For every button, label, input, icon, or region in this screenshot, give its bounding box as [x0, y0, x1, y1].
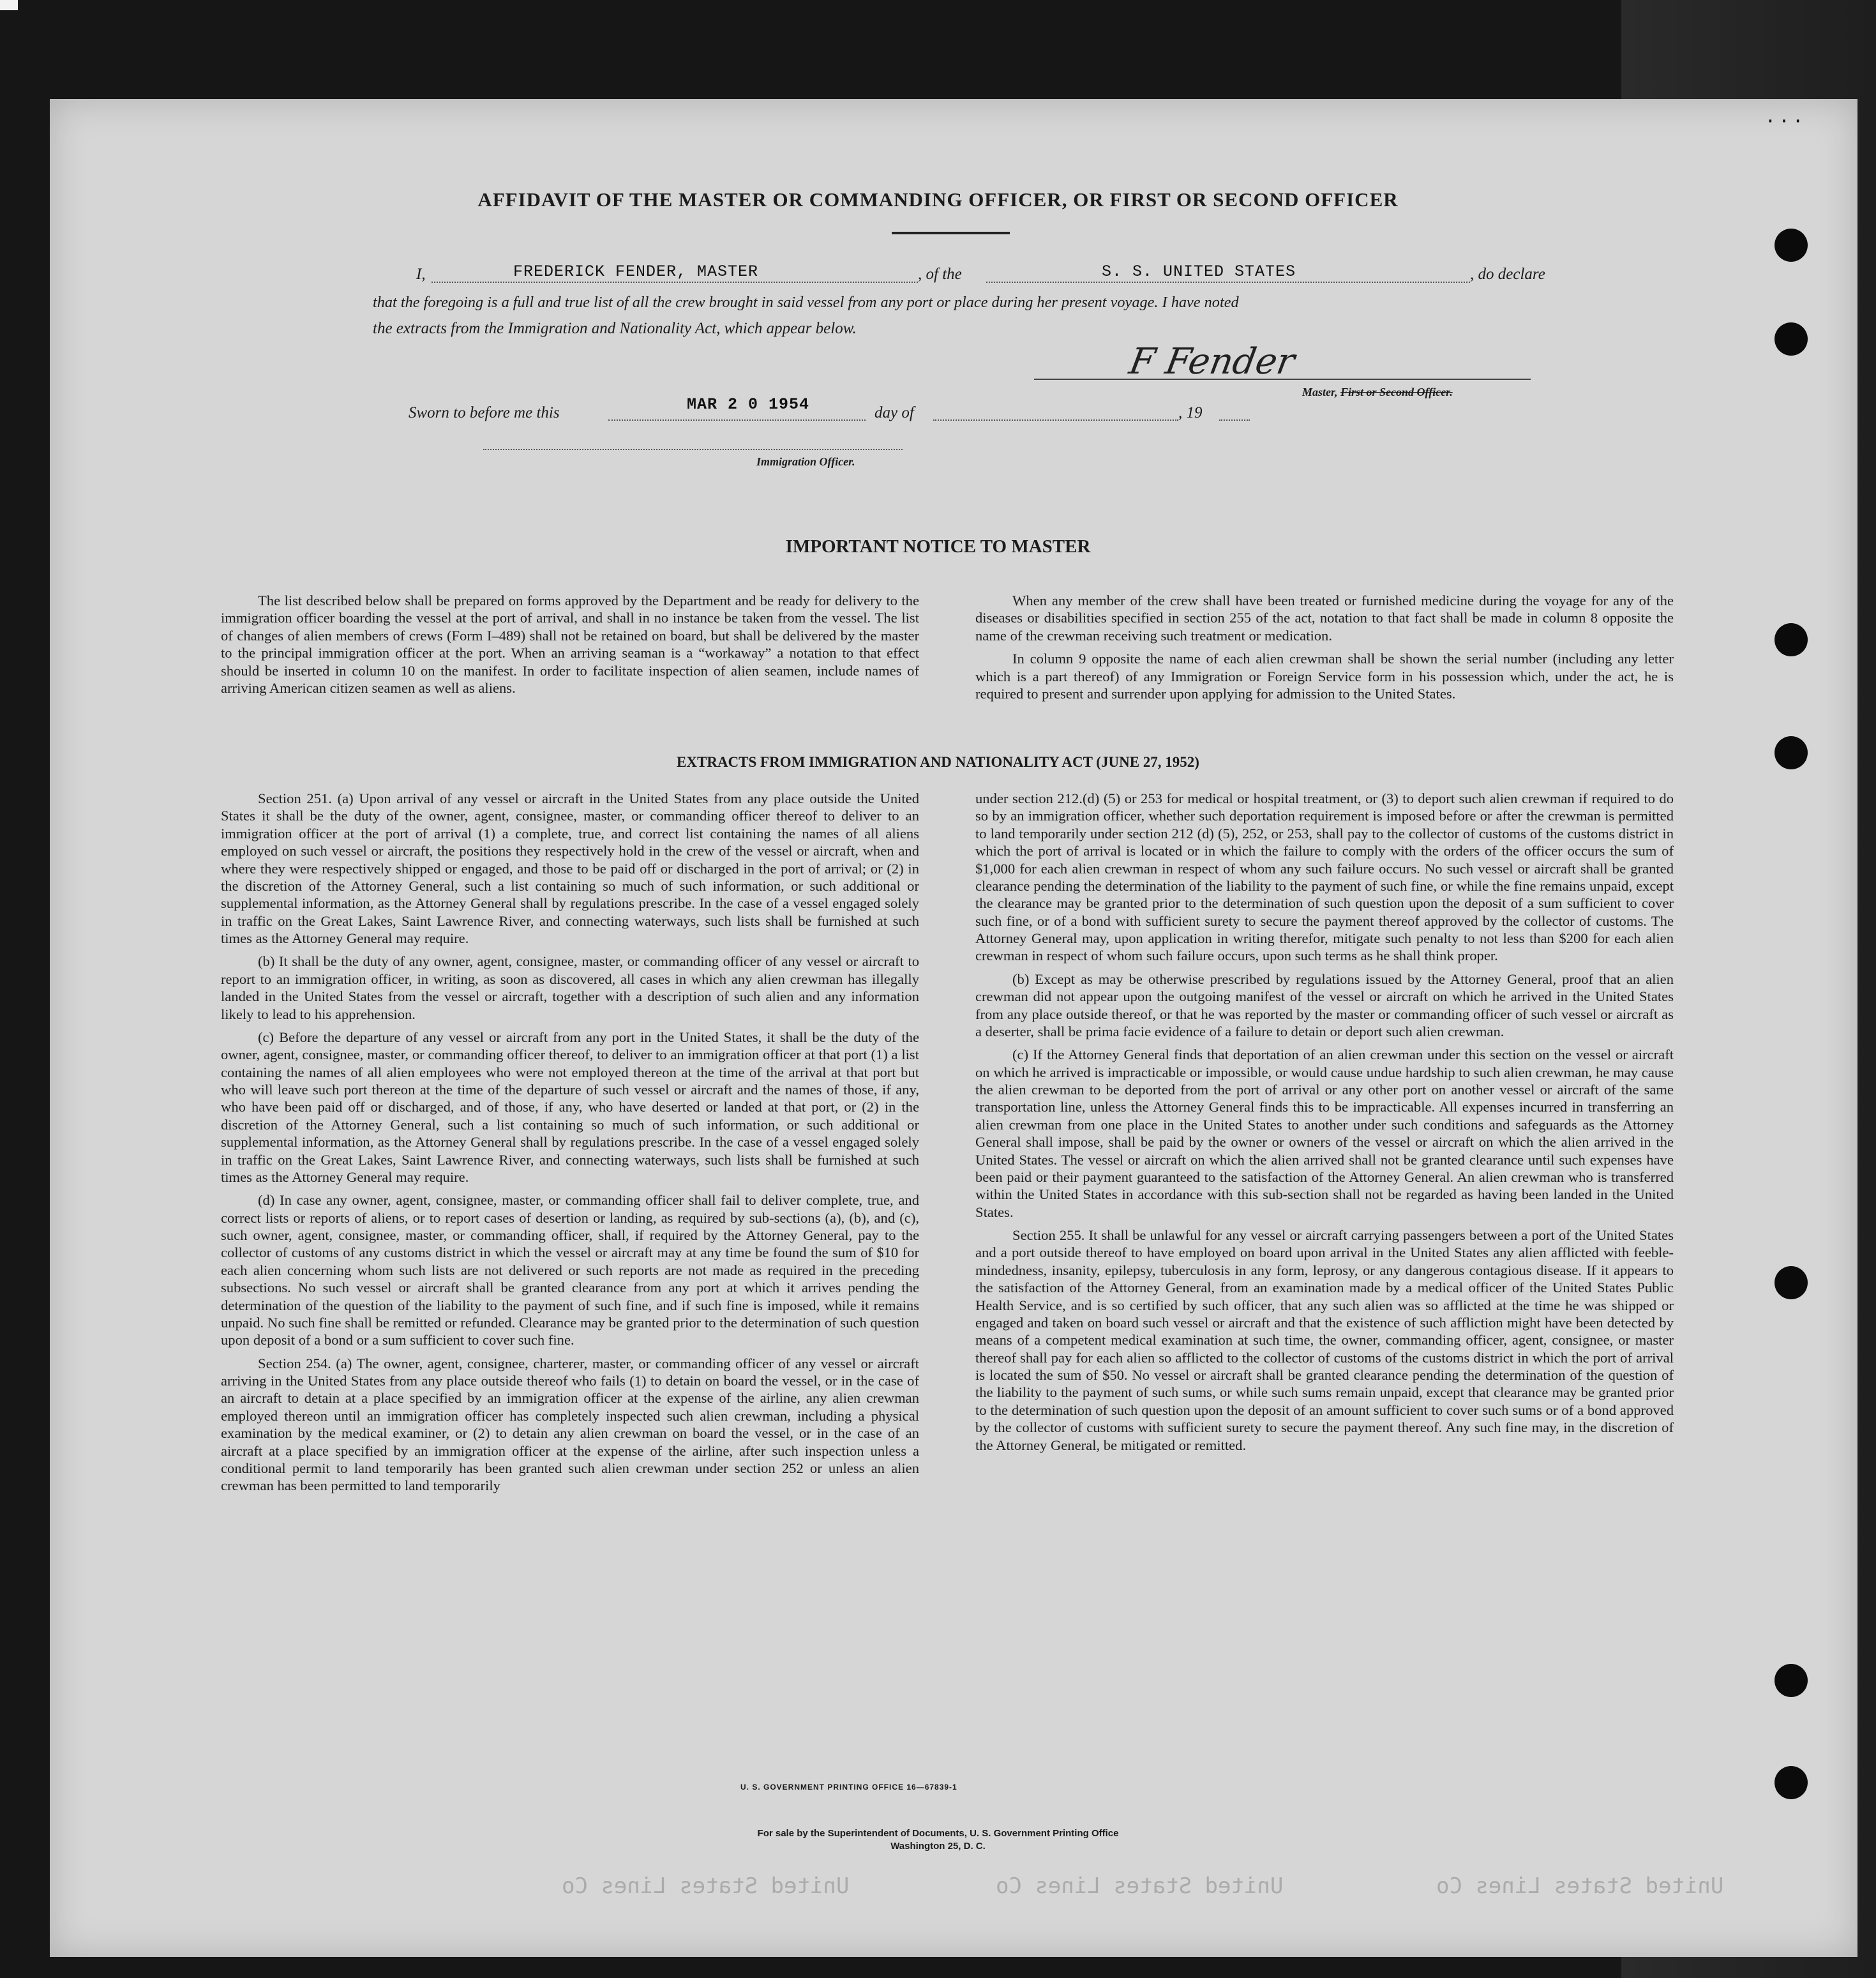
section-251b: (b) It shall be the duty of any owner, agent, consignee, master, or commanding officer of any vessel or aircraft to report to an immigration officer, in writing, as soon as discovered, all cases in which any alien crewman has illegally landed in the United States from the vessel or aircraft, together with a description of such alien and any information likely to lead to his apprehension. [221, 953, 919, 1022]
declaration-line-3: the extracts from the Immigration and Nationality Act, which appear below. [373, 320, 857, 337]
sale-line-1: For sale by the Superintendent of Documents, U. S. Government Printing Office [757, 1828, 1119, 1839]
decl-i-label: I, [416, 266, 426, 283]
day-of-label: day of [874, 404, 914, 421]
notice-heading: IMPORTANT NOTICE TO MASTER [785, 536, 1091, 557]
punch-hole [1775, 1766, 1808, 1799]
year-line [1219, 419, 1250, 421]
immigration-officer-line [483, 449, 903, 450]
extracts-heading: EXTRACTS FROM IMMIGRATION AND NATIONALITY ACT (JUNE 27, 1952) [677, 754, 1199, 770]
punch-hole [1775, 229, 1808, 262]
punch-hole [1775, 322, 1808, 356]
notice-left-paragraph: The list described below shall be prepared on forms approved by the Department and be ready for delivery to the immigration officer boarding the vessel at the port of arrival, and shall in no instance be taken from the vessel. The list of changes of alien members of crews (Form I–489) shall not be retained on board, but shall be delivered by the master to the principal immigration officer at the port. When an arriving seaman is a “workaway” a notation to that effect should be inserted in column 10 on the manifest. In order to facilitate inspection of alien seamen, include names of arriving American citizen seamen as well as aliens. [221, 593, 919, 696]
do-declare-label: , do declare [1470, 266, 1545, 283]
master-name-field[interactable]: FREDERICK FENDER, MASTER [513, 262, 759, 281]
corner-mark-top-right: · · · [1767, 109, 1802, 134]
affidavit-title: AFFIDAVIT OF THE MASTER OR COMMANDING OFFICER, OR FIRST OR SECOND OFFICER [477, 188, 1399, 211]
notice-left-column [221, 592, 919, 697]
bleed-through-text: United States Lines Co [1436, 1873, 1724, 1899]
corner-mark-top-left [0, 0, 18, 10]
year-prefix-label: , 19 [1178, 404, 1203, 421]
sale-line-2: Washington 25, D. C. [890, 1841, 986, 1852]
signature-caption-master: Master, [1302, 386, 1338, 398]
punch-hole [1775, 1664, 1808, 1697]
bleed-through-text: United States Lines Co [996, 1873, 1284, 1899]
notice-right-column [975, 592, 1674, 702]
section-251c: (c) Before the departure of any vessel or aircraft from any port in the United States, it shall be the duty of the owner, agent, consignee, master, or commanding officer thereof, to deliver to an immigration officer at that port (1) a list containing the names of all alien employees who were not employed thereon at the time of the arrival at that port but who will leave such port thereon at the time of the departure of such vessel or aircraft and the names of those, if any, who have been paid off or discharged, and of those, if any, who have deserted or landed at that port, or (2) in the discretion of the Attorney General, such a list containing so much of such information, or such additional or supplemental information, as the Attorney General shall by regulations prescribe. In the case of a vessel engaged solely in traffic on the Great Lakes, Saint Lawrence River, and connecting waterways, such lists shall be furnished at such times as the Attorney General may require. [221, 1029, 919, 1185]
sworn-label: Sworn to before me this [409, 404, 560, 421]
section-254b: (b) Except as may be otherwise prescribed by regulations issued by the Attorney General, proof that an alien crewman did not appear upon the outgoing manifest of the vessel or aircraft on which he arrived in the United States from any place outside thereof, or that he was reported by the master or commanding officer of such vessel or aircraft as a deserter, shall be prima facie evidence of a failure to detain or deport such alien crewman. [975, 970, 1674, 1039]
extracts-right-column [975, 790, 1674, 1454]
gpo-imprint: U. S. GOVERNMENT PRINTING OFFICE 16—67839-1 [740, 1783, 957, 1792]
vessel-name-field[interactable]: S. S. UNITED STATES [1102, 262, 1296, 281]
bleed-through-text: United States Lines Co [562, 1873, 850, 1899]
punch-hole [1775, 623, 1808, 656]
declaration-line-2: that the foregoing is a full and true list of all the crew brought in said vessel from any port or place during her present voyage. I have noted [373, 294, 1239, 311]
section-251a: Section 251. (a) Upon arrival of any vessel or aircraft in the United States from any place outside the United States it shall be the duty of the owner, agent, consignee, master, or commanding officer thereof to deliver to an immigration officer at the port of arrival (1) a complete, true, and correct list containing the names of all aliens employed on such vessel or aircraft, the positions they respectively hold in the crew of the vessel or aircraft, when and where they were respectively shipped or engaged, and those to be paid off or discharged in the port of arrival; or (2) in the discretion of the Attorney General, such a list containing so much of such information, or such additional or supplemental information, as the Attorney General shall by regulations prescribe. In the case of a vessel engaged solely in traffic on the Great Lakes, Saint Lawrence River, and connecting waterways, such lists shall be furnished at such times as the Attorney General may require. [221, 790, 919, 946]
title-rule [892, 232, 1010, 234]
notice-right-paragraph-2: In column 9 opposite the name of each alien crewman shall be shown the serial number (including any letter which is a part thereof) of any Immigration or Foreign Service form in his possession which, under the act, he is required to present and surrender upon applying for admission to the United States. [975, 651, 1674, 702]
month-line [933, 419, 1178, 421]
sale-notice [0, 1827, 1876, 1853]
signature-caption-struck: First or Second Officer. [1340, 386, 1453, 398]
extracts-left-column [221, 790, 919, 1495]
signature-line [1034, 379, 1531, 380]
section-254c: (c) If the Attorney General finds that deportation of an alien crewman under this section on the vessel or aircraft on which he arrived is impracticable or impossible, or would cause undue hardship to such alien crewman, he may cause the alien crewman to be deported from the port of arrival or any other port on another vessel or aircraft of the same transportation line, unless the Attorney General finds this to be impracticable. All expenses incurred in transferring an alien crewman from one place in the United States to another under such conditions and safeguards as the Attorney General shall impose, shall be paid by the owner or owners of the vessel or aircraft on which the alien arrived in the United States. The vessel or aircraft on which the alien arrived shall not be granted clearance until such expenses have been paid or their payment guaranteed to the satisfaction of the Attorney General. An alien crewman who is transferred within the United States in accordance with this sub-section shall not be regarded as having been landed in the United States. [975, 1046, 1674, 1220]
master-name-line [431, 282, 918, 283]
signature-caption [1302, 386, 1453, 399]
notice-right-paragraph-1: When any member of the crew shall have been treated or furnished medicine during the voyage for any of the diseases or disabilities specified in section 255 of the act, notation to that fact shall be made in column 8 opposite the name of the crewman receiving such treatment or medication. [975, 593, 1674, 644]
section-254a: Section 254. (a) The owner, agent, consignee, charterer, master, or commanding officer of any vessel or aircraft arriving in the United States from any place outside thereof who fails (1) to detain on board the vessel, or in the case of an aircraft to detain at a place specified by an immigration officer at the expense of the airline, any alien crewman employed thereon until an immigration officer has completely inspected such alien crewman, including a physical examination by the medical examiner, or (2) to detain any alien crewman on board the vessel, or in the case of an aircraft at a place specified by an immigration officer at the expense of the airline, after such inspection unless a conditional permit to land temporarily has been granted such alien crewman under section 252 or unless an alien crewman has been permitted to land temporarily [221, 1355, 919, 1494]
section-254a-continued: under section 212.(d) (5) or 253 for medical or hospital treatment, or (3) to deport such alien crewman if required to do so by an immigration officer, whether such deportation requirement is imposed before or after the crewman is permitted to land temporarily under section 212 (d) (5), 252, or 253, shall pay to the collector of customs of the customs district in which the port of arrival is located or in which the failure to comply with the orders of the officer occurs the sum of $1,000 for each alien crewman in respect of whom any such failure occurs. No such vessel or aircraft shall be granted clearance pending the determination of the liability to the payment of such fine, or while the fine remains unpaid, except the clearance may be granted prior to the determination of such question upon the deposit of a sum sufficient to cover such fine, or of a bond with sufficient surety to secure the payment thereof approved by the collector of customs. The Attorney General may, upon application in writing therefor, mitigate such penalty to not less than $200 for each alien crewman in respect of whom such failure occurs, upon such terms as he shall think proper. [975, 790, 1674, 964]
sworn-date-stamp[interactable]: MAR 2 0 1954 [687, 395, 810, 414]
immigration-officer-label: Immigration Officer. [756, 455, 855, 468]
of-the-label: , of the [918, 266, 962, 283]
section-255: Section 255. It shall be unlawful for any vessel or aircraft carrying passengers between a port of the United States and a port outside thereof to have employed on board upon arrival in the United States any alien afflicted with feeble-mindedness, insanity, epilepsy, tuberculosis in any form, leprosy, or any dangerous contagious disease. If it appears to the satisfaction of the Attorney General, from an examination made by a medical officer of the United States Public Health Service, and is so certified by such officer, that any such alien was so afflicted at the time he was shipped or engaged and taken on board such vessel or aircraft and that the existence of such affliction might have been detected by means of a competent medical examination at such time, the owner, commanding officer, agent, consignee, or master thereof shall pay for each alien so afflicted to the collector of customs of the customs district in which the port of arrival is located the sum of $50. No vessel or aircraft shall be granted clearance pending the determination of the question of the liability to the payment of such sums, or while such sums remain unpaid, except that clearance may be granted prior to the determination of such question upon the deposit of an amount sufficient to cover such sums or of a bond approved by the collector of customs with sufficient surety to secure the payment thereof. Any such fine may, in the discretion of the Attorney General, be mitigated or remitted. [975, 1227, 1674, 1453]
vessel-name-line [986, 282, 1470, 283]
punch-hole [1775, 1266, 1808, 1299]
section-251d: (d) In case any owner, agent, consignee, master, or commanding officer shall fail to deliver complete, true, and correct lists or reports of aliens, or to report cases of desertion or landing, as required by sub-sections (a), (b), and (c), such owner, agent, consignee, master, or commanding officer, shall, if required by the Attorney General, pay to the collector of customs of any customs district in which the vessel or aircraft may at any time be found the sum of $10 for each alien concerning whom such lists are not delivered or such reports are not made as required in the preceding subsections. No such vessel or aircraft shall be granted clearance from any port at which it arrives pending the determination of the question of the liability to the payment of such fine, and if such fine is imposed, while it remains unpaid. No such fine shall be remitted or refunded. Clearance may be granted prior to the determination of such question upon deposit of a bond or a sum sufficient to cover such fine. [221, 1192, 919, 1348]
sworn-date-line [608, 419, 866, 421]
master-signature: F Fender [1126, 341, 1298, 382]
